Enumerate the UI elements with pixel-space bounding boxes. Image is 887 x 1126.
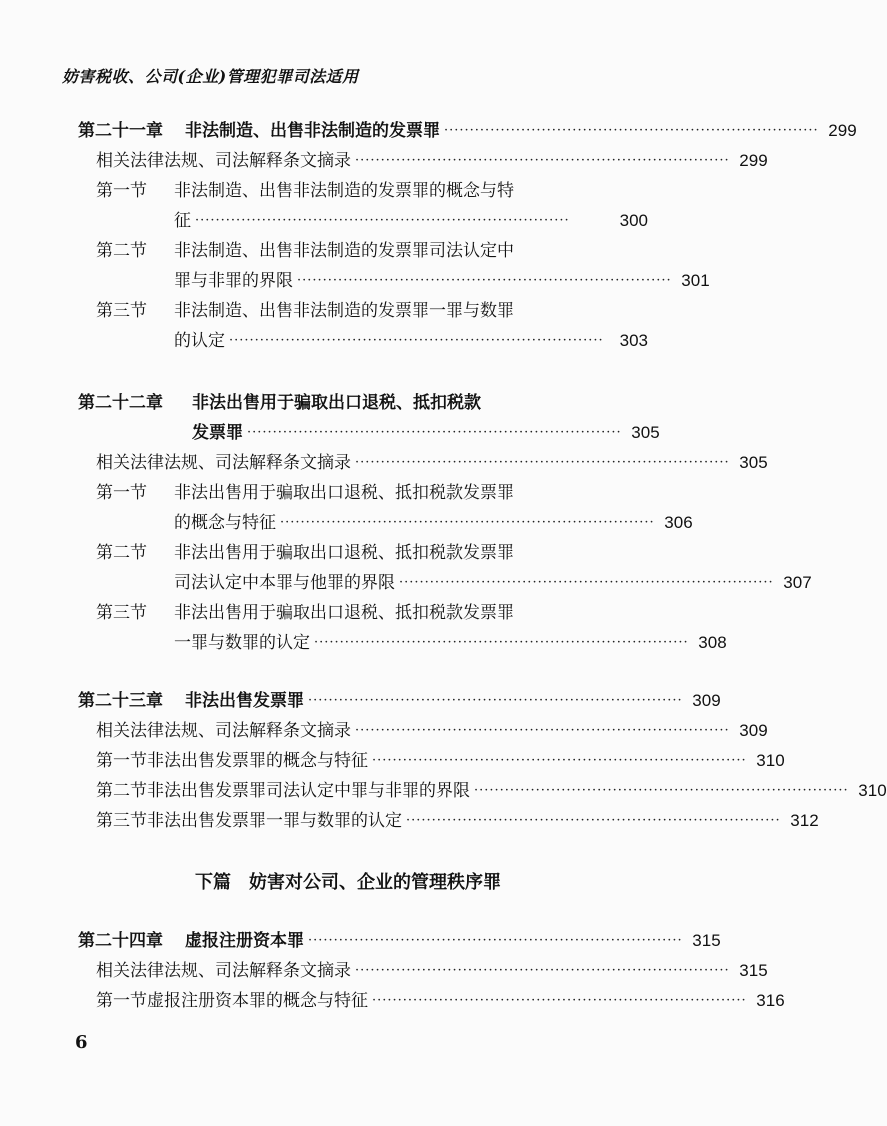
toc-section-21-1[interactable] [174,208,648,234]
dot-leader: ········································································· [372,993,747,1008]
dot-leader: ········································································· [355,153,730,168]
dot-leader: ········································································· [308,693,683,708]
dot-leader: ········································································· [355,455,730,470]
page-ref: 299 [828,121,857,140]
chapter-label: 第二十三章 [78,691,163,710]
dot-leader: ········································································· [474,783,849,798]
section-title-line2: 司法认定中本罪与他罪的界限 [174,573,395,593]
section-title-line1[interactable]: 非法出售用于骗取出口退税、抵扣税款发票罪 [174,483,514,503]
section-title-line1[interactable]: 非法制造、出售非法制造的发票罪一罪与数罪 [174,301,514,321]
page-ref: 303 [619,331,648,350]
section-label: 第三节 [96,301,147,321]
section-label: 第二节 [96,241,147,261]
page-ref: 309 [692,691,721,710]
page-ref: 305 [739,453,768,472]
toc-section-23-1[interactable] [96,748,785,774]
section-label: 第一节 [96,991,147,1011]
section-title-line1[interactable]: 非法制造、出售非法制造的发票罪司法认定中 [174,241,514,261]
toc-section-22-2[interactable] [174,570,812,596]
chapter-title-line1[interactable]: 非法出售用于骗取出口退税、抵扣税款 [192,393,481,412]
dot-leader: ········································································· [195,213,570,228]
dot-leader: ········································································· [406,813,781,828]
page-ref: 301 [681,271,710,290]
dot-leader: ········································································· [314,635,689,650]
section-title: 虚报注册资本罪的概念与特征 [147,991,368,1011]
chapter-label: 第二十二章 [78,393,163,412]
toc-section-21-2[interactable] [174,268,710,294]
page-ref: 309 [739,721,768,740]
section-label: 第二节 [96,781,147,801]
toc-chapter-21[interactable] [78,118,857,144]
toc-section-24-1[interactable] [96,988,785,1014]
section-title-line1[interactable]: 非法出售用于骗取出口退税、抵扣税款发票罪 [174,543,514,563]
section-title-line1[interactable]: 非法制造、出售非法制造的发票罪的概念与特 [174,181,514,201]
section-title: 非法出售发票罪司法认定中罪与非罪的界限 [147,781,470,801]
page-ref: 300 [619,211,648,230]
toc-excerpt-24[interactable] [96,958,768,984]
section-title-line2: 罪与非罪的界限 [174,271,293,291]
section-label: 第三节 [96,603,147,623]
section-label: 第一节 [96,181,147,201]
toc-section-23-3[interactable] [96,808,819,834]
chapter-title: 虚报注册资本罪 [185,931,304,950]
section-title-line2: 的认定 [174,331,225,351]
dot-leader: ········································································· [247,425,622,440]
section-label: 第一节 [96,483,147,503]
page-ref: 310 [858,781,887,800]
part-heading[interactable] [195,868,501,894]
section-label: 第一节 [96,751,147,771]
part-label: 下篇 [195,872,231,892]
chapter-title: 非法制造、出售非法制造的发票罪 [185,121,440,140]
section-label: 第二节 [96,543,147,563]
dot-leader: ········································································· [355,963,730,978]
chapter-label: 第二十四章 [78,931,163,950]
page-ref: 306 [664,513,693,532]
section-title: 非法出售发票罪的概念与特征 [147,751,368,771]
dot-leader: ········································································· [308,933,683,948]
page-ref: 315 [739,961,768,980]
page-ref: 316 [756,991,785,1010]
section-title-line2: 征 [174,211,191,231]
chapter-label: 第二十一章 [78,121,163,140]
page-ref: 312 [790,811,819,830]
page-ref: 310 [756,751,785,770]
part-title: 妨害对公司、企业的管理秩序罪 [249,872,501,892]
toc-excerpt-21[interactable] [96,148,768,174]
toc-section-22-1[interactable] [174,510,693,536]
dot-leader: ········································································· [297,273,672,288]
page-ref: 315 [692,931,721,950]
page-ref: 299 [739,151,768,170]
dot-leader: ········································································· [229,333,604,348]
section-title-line1[interactable]: 非法出售用于骗取出口退税、抵扣税款发票罪 [174,603,514,623]
toc-chapter-22[interactable] [192,420,660,446]
section-title-line2: 一罪与数罪的认定 [174,633,310,653]
dot-leader: ········································································· [399,575,774,590]
section-label: 第三节 [96,811,147,831]
toc-chapter-23[interactable] [78,688,721,714]
dot-leader: ········································································· [355,723,730,738]
toc-section-23-2[interactable] [96,778,887,804]
dot-leader: ········································································· [280,515,655,530]
excerpt-title: 相关法律法规、司法解释条文摘录 [96,453,351,473]
toc-chapter-24[interactable] [78,928,721,954]
page-ref: 305 [631,423,660,442]
excerpt-title: 相关法律法规、司法解释条文摘录 [96,151,351,171]
page-ref: 308 [698,633,727,652]
chapter-title: 非法出售发票罪 [185,691,304,710]
toc-section-22-3[interactable] [174,630,727,656]
page-ref: 307 [783,573,812,592]
dot-leader: ········································································· [372,753,747,768]
running-header: 妨害税收、公司(企业)管理犯罪司法适用 [62,67,359,86]
dot-leader: ········································································· [444,123,819,138]
toc-excerpt-23[interactable] [96,718,768,744]
section-title: 非法出售发票罪一罪与数罪的认定 [147,811,402,831]
page-number: 6 [75,1032,88,1053]
chapter-title-line2: 发票罪 [192,423,243,442]
excerpt-title: 相关法律法规、司法解释条文摘录 [96,721,351,741]
toc-excerpt-22[interactable] [96,450,768,476]
toc-section-21-3[interactable] [174,328,648,354]
section-title-line2: 的概念与特征 [174,513,276,533]
excerpt-title: 相关法律法规、司法解释条文摘录 [96,961,351,981]
